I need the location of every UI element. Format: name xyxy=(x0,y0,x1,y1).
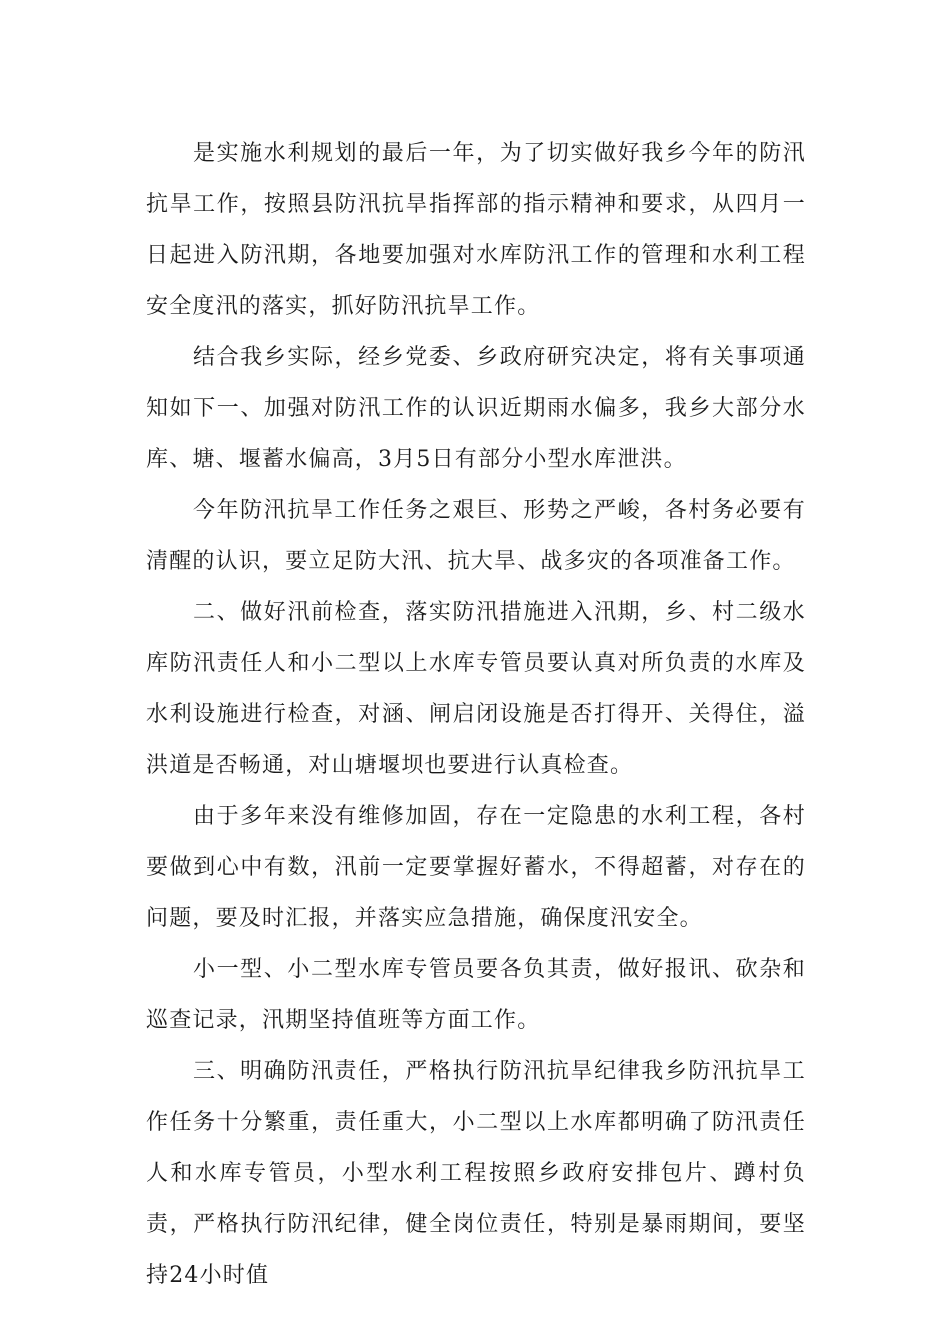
paragraph: 今年防汛抗旱工作任务之艰巨、形势之严峻，各村务必要有清醒的认识，要立足防大汛、抗大旱、战多灾的各项准备工作。 xyxy=(146,498,806,574)
paragraph: 三、明确防汛责任，严格执行防汛抗旱纪律我乡防汛抗旱工作任务十分繁重，责任重大，小二型以上水库都明确了防汛责任人和水库专管员，小型水利工程按照乡政府安排包片、蹲村负责，严格执行防汛纪律，健全岗位责任，特别是暴雨期间，要坚持24小时值 xyxy=(146,1059,806,1288)
paragraph: 二、做好汛前检查，落实防汛措施进入汛期，乡、村二级水库防汛责任人和小二型以上水库专管员要认真对所负责的水库及水利设施进行检查，对涵、闸启闭设施是否打得开、关得住，溢洪道是否畅通，对山塘堰坝也要进行认真检查。 xyxy=(146,600,806,778)
paragraph: 由于多年来没有维修加固，存在一定隐患的水利工程，各村要做到心中有数，汛前一定要掌握好蓄水，不得超蓄，对存在的问题，要及时汇报，并落实应急措施，确保度汛安全。 xyxy=(146,804,806,931)
document-body xyxy=(146,128,806,1301)
paragraph: 结合我乡实际，经乡党委、乡政府研究决定，将有关事项通知如下一、加强对防汛工作的认识近期雨水偏多，我乡大部分水库、塘、堰蓄水偏高，3月5日有部分小型水库泄洪。 xyxy=(146,345,806,472)
paragraph: 是实施水利规划的最后一年，为了切实做好我乡今年的防汛抗旱工作，按照县防汛抗旱指挥部的指示精神和要求，从四月一日起进入防汛期，各地要加强对水库防汛工作的管理和水利工程安全度汛的落实，抓好防汛抗旱工作。 xyxy=(146,141,806,319)
paragraph: 小一型、小二型水库专管员要各负其责，做好报讯、砍杂和巡查记录，汛期坚持值班等方面工作。 xyxy=(146,957,806,1033)
